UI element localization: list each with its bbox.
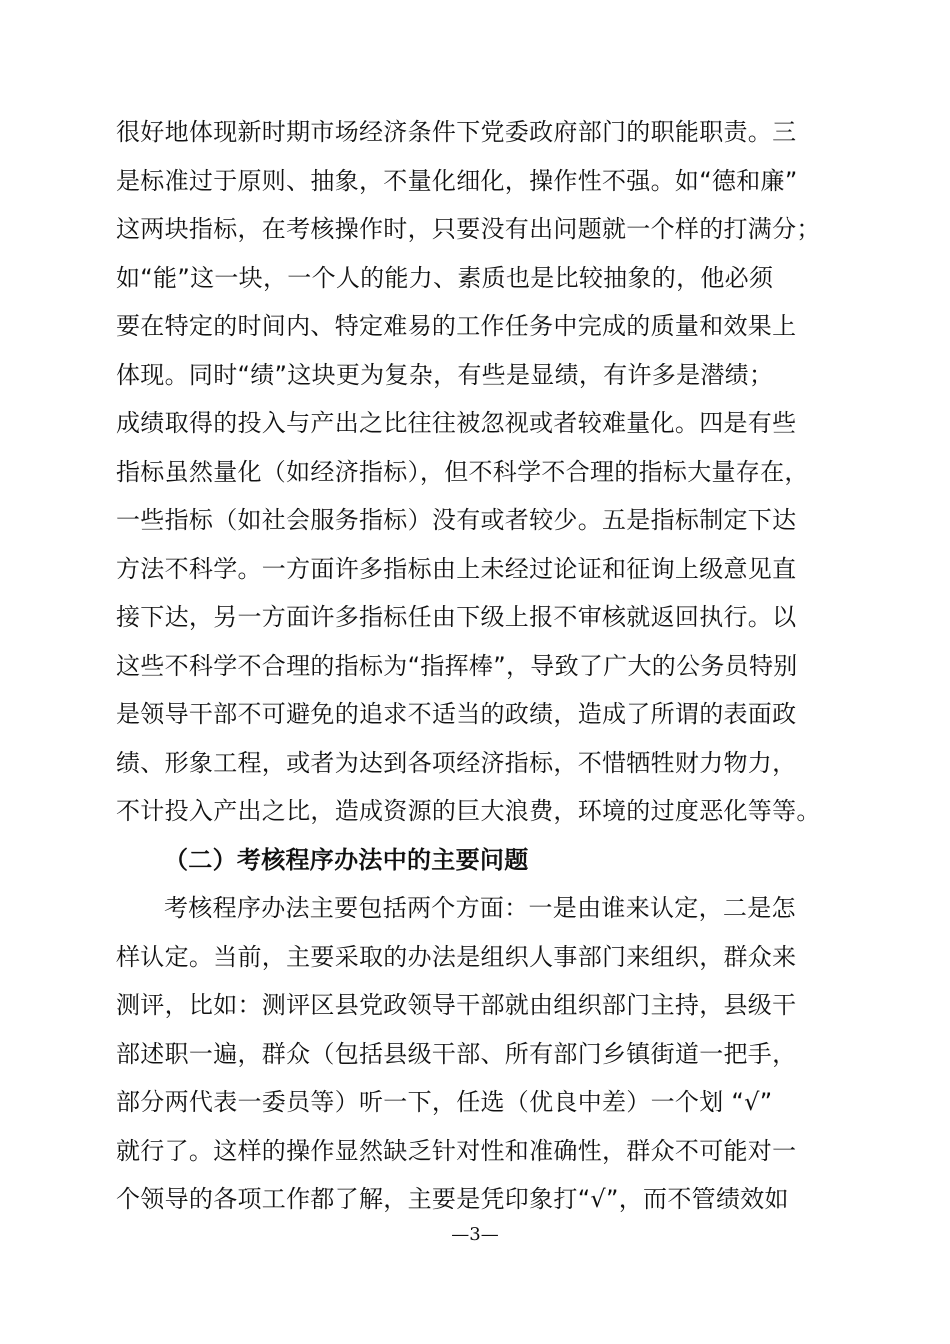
paragraph-line: 个领导的各项工作都了解，主要是凭印象打“√”，而不管绩效如 [116,1185,789,1213]
paragraph-line: 体现。同时“绩”这块更为复杂，有些是显绩，有许多是潜绩； [116,360,774,389]
paragraph-line: 如“能”这一块，一个人的能力、素质也是比较抽象的，他必须 [116,263,774,292]
paragraph-line: 很好地体现新时期市场经济条件下党委政府部门的职能职责。三 [116,118,797,146]
body-text [116,108,836,1224]
paragraph-line: 指标虽然量化（如经济指标），但不科学不合理的指标大量存在， [116,457,809,486]
paragraph-line: 样认定。当前，主要采取的办法是组织人事部门来组织，群众来 [116,942,797,971]
paragraph-line: 考核程序办法主要包括两个方面：一是由谁来认定，二是怎 [164,894,796,922]
section-heading: （二）考核程序办法中的主要问题 [164,845,529,874]
paragraph-line: 绩、形象工程，或者为达到各项经济指标，不惜牺牲财力物力， [116,748,797,777]
paragraph-line: 不计投入产出之比，造成资源的巨大浪费，环境的过度恶化等等。 [116,797,821,825]
paragraph-line: 这两块指标，在考核操作时，只要没有出问题就一个样的打满分； [116,215,821,243]
page-number: —3— [451,1224,499,1245]
paragraph-line: 是标准过于原则、抽象，不量化细化，操作性不强。如“德和廉” [116,166,798,195]
paragraph-line: 就行了。这样的操作显然缺乏针对性和准确性，群众不可能对一 [116,1136,797,1165]
paragraph-line: 方法不科学。一方面许多指标由上未经过论证和征询上级意见直 [116,554,797,583]
paragraph-line: 接下达，另一方面许多指标任由下级上报不审核就返回执行。以 [116,603,797,631]
paragraph-line: 部分两代表一委员等）听一下，任选（优良中差）一个划 “√” [116,1088,773,1116]
paragraph-line: 要在特定的时间内、特定难易的工作任务中完成的质量和效果上 [116,312,797,340]
paragraph-line: 部述职一遍，群众（包括县级干部、所有部门乡镇街道一把手， [116,1039,797,1068]
paragraph-line: 是领导干部不可避免的追求不适当的政绩，造成了所谓的表面政 [116,700,797,728]
paragraph-line: 一些指标（如社会服务指标）没有或者较少。五是指标制定下达 [116,506,797,534]
paragraph-line: 这些不科学不合理的指标为“指挥棒”，导致了广大的公务员特别 [116,651,798,680]
paragraph-line: 成绩取得的投入与产出之比往往被忽视或者较难量化。四是有些 [116,409,797,437]
paragraph-line: 测评，比如：测评区县党政领导干部就由组织部门主持，县级干 [116,991,797,1019]
